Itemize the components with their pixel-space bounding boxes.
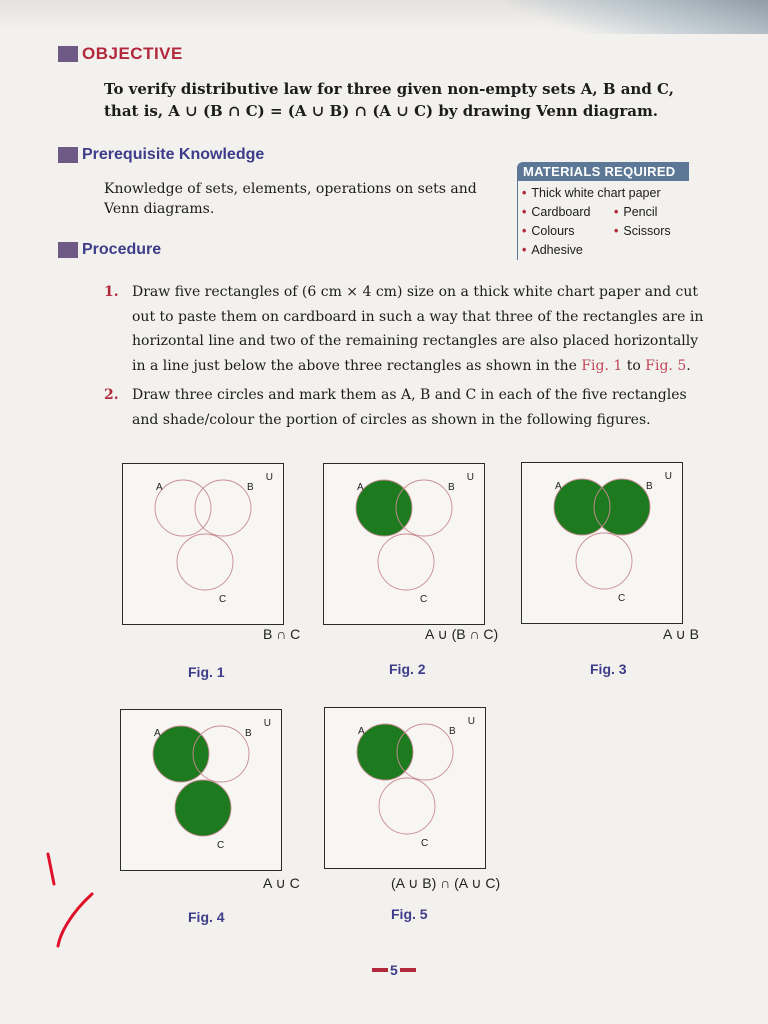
set-c-label: C [217, 840, 225, 851]
figure-caption: B ∩ C [263, 626, 301, 642]
figure-label: Fig. 3 [590, 661, 627, 677]
set-c-circle [379, 778, 435, 834]
figure-reference: Fig. 1 [581, 357, 623, 374]
venn-svg [324, 464, 484, 624]
venn-svg [123, 464, 283, 624]
universal-set-label: U [263, 718, 271, 729]
objective-heading-label: OBJECTIVE [82, 44, 183, 63]
page-number-bar [400, 968, 416, 972]
set-c-label: C [421, 838, 429, 849]
universal-set-label: U [467, 716, 475, 727]
set-a-label: A [154, 728, 161, 739]
materials-item: • Colours [522, 222, 614, 241]
venn-diagram-3 [521, 462, 683, 624]
page-corner-decoration [508, 0, 768, 34]
heading-bullet-icon [58, 242, 78, 258]
shaded-region [357, 724, 435, 834]
universal-set-label: U [265, 472, 273, 483]
figure-reference: Fig. 5 [645, 357, 687, 374]
bullet-icon: • [522, 205, 527, 219]
shaded-region [153, 726, 231, 836]
prerequisite-heading [58, 146, 264, 164]
set-c-label: C [219, 594, 227, 605]
procedure-step [104, 280, 704, 378]
set-b-label: B [449, 726, 456, 737]
materials-box [517, 162, 689, 260]
figure-label: Fig. 1 [188, 664, 225, 680]
set-b-label: B [245, 728, 252, 739]
venn-diagram-4 [120, 709, 282, 871]
bullet-icon: • [614, 205, 619, 219]
set-a-label: A [555, 481, 562, 492]
set-c-circle [378, 534, 434, 590]
figure-caption: A ∪ (B ∩ C) [425, 626, 499, 642]
set-b-label: B [646, 481, 653, 492]
set-b-circle [195, 480, 251, 536]
step-number: 1. [104, 284, 119, 300]
bullet-icon: • [522, 186, 527, 200]
venn-svg [121, 710, 281, 870]
materials-item: • Pencil [614, 203, 657, 222]
universal-set-label: U [466, 472, 474, 483]
step-text: Draw three circles and mark them as A, B and C in each of the five rectangles and shade/colour the portion of circles as shown in the following figures. [132, 387, 687, 428]
objective-heading [58, 44, 183, 64]
heading-bullet-icon [58, 147, 78, 163]
set-c-label: C [618, 593, 626, 604]
materials-item: • Cardboard [522, 203, 614, 222]
materials-list [517, 181, 689, 260]
venn-svg [325, 708, 485, 868]
venn-svg [522, 463, 682, 623]
set-a-label: A [156, 482, 163, 493]
materials-title: MATERIALS REQUIRED [517, 162, 689, 181]
venn-diagram-1 [122, 463, 284, 625]
figure-label: Fig. 5 [391, 906, 428, 922]
objective-text: To verify distributive law for three given non-empty sets A, B and C, that is, A ∪ (B ∩ C) = (A ∪ B) ∩ (A ∪ C) by drawing Venn diagram. [104, 80, 674, 120]
page-number: 5 [372, 962, 416, 978]
bullet-icon: • [522, 243, 527, 257]
set-a-label: A [357, 482, 364, 493]
set-c-circle [576, 533, 632, 589]
universal-set-label: U [664, 471, 672, 482]
procedure-step [104, 383, 704, 432]
materials-item: • Thick white chart paper [522, 184, 661, 203]
procedure-heading-label: Procedure [82, 241, 162, 258]
figure-caption: (A ∪ B) ∩ (A ∪ C) [391, 875, 501, 891]
venn-diagram-5 [324, 707, 486, 869]
shaded-region [356, 480, 434, 590]
materials-item: • Scissors [614, 222, 671, 241]
set-b-label: B [448, 482, 455, 493]
figure-label: Fig. 4 [188, 909, 225, 925]
step-number: 2. [104, 387, 119, 403]
figure-caption: A ∪ B [663, 626, 699, 642]
set-a-label: A [358, 726, 365, 737]
bullet-icon: • [614, 224, 619, 238]
prerequisite-heading-label: Prerequisite Knowledge [82, 146, 265, 163]
venn-diagram-2 [323, 463, 485, 625]
set-c-label: C [420, 594, 428, 605]
figure-label: Fig. 2 [389, 661, 426, 677]
bullet-icon: • [522, 224, 527, 238]
page-number-bar [372, 968, 388, 972]
prerequisite-text: Knowledge of sets, elements, operations on sets and Venn diagrams. [104, 181, 477, 217]
heading-bullet-icon [58, 46, 78, 62]
materials-item: • Adhesive [522, 241, 583, 260]
set-c-circle [177, 534, 233, 590]
step-text: Draw five rectangles of (6 cm × 4 cm) size on a thick white chart paper and cut out to paste them on cardboard in such a way that three of the rectangles are in horizontal line and two of the remaining rectangles are also placed horizontally in a line just below the above three rectangles as shown in the Fig. 1 to Fig. 5. [132, 284, 704, 374]
figure-caption: A ∪ C [263, 875, 300, 891]
handwritten-tick-mark [40, 848, 100, 948]
set-b-label: B [247, 482, 254, 493]
procedure-heading [58, 241, 161, 259]
